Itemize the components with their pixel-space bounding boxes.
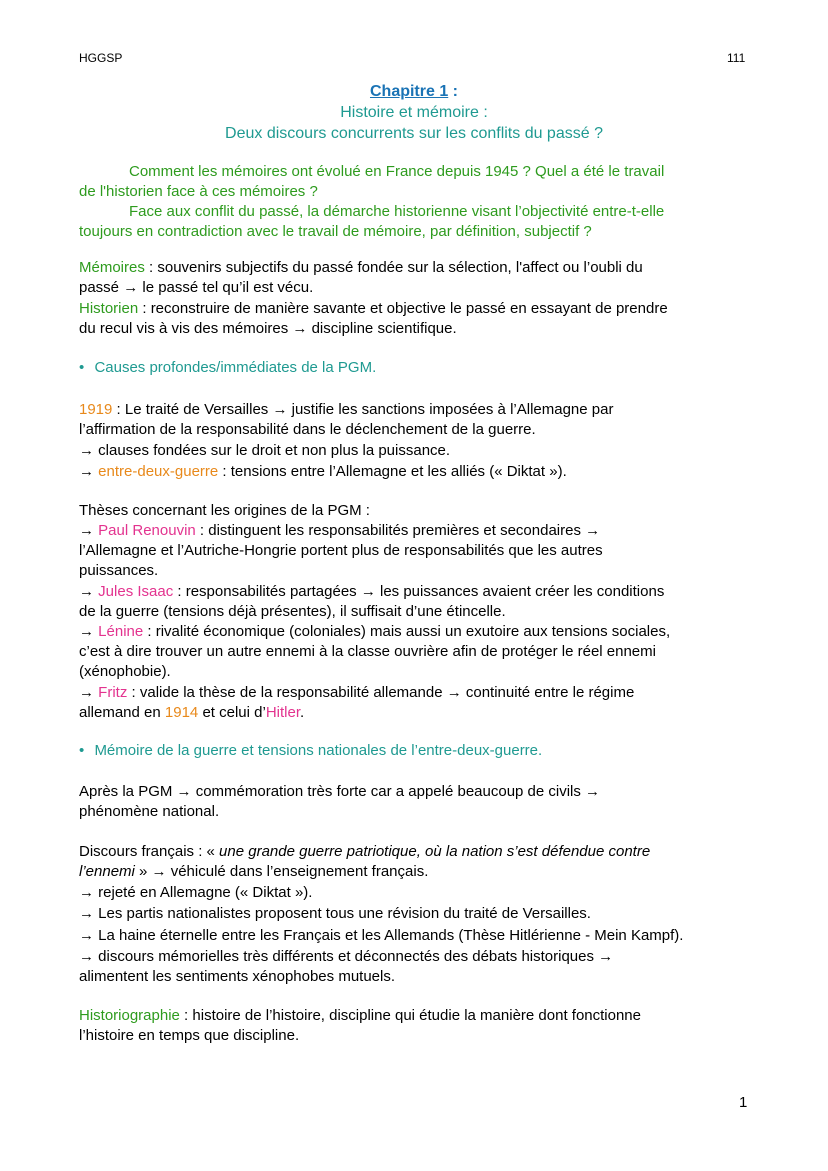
- header-left: HGGSP: [79, 51, 123, 65]
- thesis-fritz: → Fritz : valide la thèse de la responsabilité allemande → continuité entre le régime: [79, 684, 635, 701]
- text-line: l’Allemagne et l’Autriche-Hongrie portent plus de responsabilités que les autres: [79, 542, 603, 559]
- header-page-number: 111: [727, 51, 746, 65]
- text-line: l’histoire en temps que discipline.: [79, 1027, 300, 1044]
- term-memoires: Mémoires: [79, 259, 145, 276]
- definition-memoires: Mémoires : souvenirs subjectifs du passé fondée sur la sélection, l'affect ou l’oubli du: [79, 259, 643, 276]
- term-historien: Historien: [79, 300, 139, 317]
- definition-historien: Historien : reconstruire de manière savante et objective le passé en essayant de prendre: [79, 300, 668, 317]
- term-entre-deux-guerre: entre-deux-guerre: [98, 463, 219, 480]
- footer-page-number: 1: [739, 1094, 748, 1111]
- definition-line: du recul vis à vis des mémoires → discipline scientifique.: [79, 320, 457, 337]
- text-line: alimentent les sentiments xénophobes mutuels.: [79, 968, 396, 985]
- text-line: phénomène national.: [79, 803, 220, 820]
- text-line: → La haine éternelle entre les Français et les Allemands (Thèse Hitlérienne - Mein Kampf).: [79, 927, 684, 944]
- text-line: → entre-deux-guerre : tensions entre l’Allemagne et les alliés (« Diktat »).: [79, 463, 567, 480]
- text-line: allemand en 1914 et celui d’Hitler.: [79, 704, 305, 721]
- section-heading-causes: • Causes profondes/immédiates de la PGM.: [79, 359, 377, 376]
- text-line: l’affirmation de la responsabilité dans le déclenchement de la guerre.: [79, 421, 536, 438]
- theses-heading: Thèses concernant les origines de la PGM :: [79, 502, 370, 519]
- intro-line: Comment les mémoires ont évolué en France depuis 1945 ? Quel a été le travail: [129, 163, 665, 180]
- definition-historiographie: Historiographie : histoire de l’histoire, discipline qui étudie la manière dont fonctionne: [79, 1007, 641, 1024]
- term-historiographie: Historiographie: [79, 1007, 180, 1024]
- chapter-title-line2: Histoire et mémoire :: [340, 104, 488, 121]
- chapter-label: Chapitre 1: [369, 83, 449, 100]
- name-fritz: Fritz: [98, 684, 128, 701]
- discours-francais: Discours français : « une grande guerre patriotique, où la nation s’est défendue contre: [79, 843, 651, 860]
- thesis-isaac: → Jules Isaac : responsabilités partagées → les puissances avaient créer les conditions: [79, 583, 665, 600]
- definition-line: passé → le passé tel qu’il est vécu.: [79, 279, 314, 296]
- text-line: → rejeté en Allemagne (« Diktat »).: [79, 884, 313, 901]
- text-line: c’est à dire trouver un autre ennemi à la classe ouvrière afin de protéger le réel ennemi: [79, 643, 656, 660]
- paragraph-1919: 1919 : Le traité de Versailles → justifie les sanctions imposées à l’Allemagne par: [79, 401, 614, 418]
- text-line: → Les partis nationalistes proposent tous une révision du traité de Versailles.: [79, 905, 591, 922]
- chapter-title-line3: Deux discours concurrents sur les conflits du passé ?: [225, 125, 603, 142]
- text-line: → discours mémorielles très différents et déconnectés des débats historiques →: [79, 948, 614, 965]
- intro-line: Face aux conflit du passé, la démarche historienne visant l’objectivité entre-t-elle: [129, 203, 665, 220]
- chapter-title: [0, 81, 828, 144]
- name-isaac: Jules Isaac: [98, 583, 174, 600]
- text-line: puissances.: [79, 562, 159, 579]
- name-lenine: Lénine: [98, 623, 144, 640]
- year-1919: 1919: [79, 401, 113, 418]
- text-line: de la guerre (tensions déjà présentes), il suffisait d’une étincelle.: [79, 603, 506, 620]
- text-line: (xénophobie).: [79, 663, 171, 680]
- thesis-lenine: → Lénine : rivalité économique (coloniales) mais aussi un exutoire aux tensions sociales,: [79, 623, 671, 640]
- year-1914: 1914: [164, 704, 199, 721]
- section-heading-memoire: • Mémoire de la guerre et tensions nationales de l’entre-deux-guerre.: [79, 742, 543, 759]
- thesis-renouvin: → Paul Renouvin : distinguent les responsabilités premières et secondaires →: [79, 522, 601, 539]
- intro-line: toujours en contradiction avec le travail de mémoire, par définition, subjectif ?: [79, 223, 592, 240]
- text-line: → clauses fondées sur le droit et non plus la puissance.: [79, 442, 451, 459]
- name-hitler: Hitler: [265, 704, 301, 721]
- chapter-title-line1: Chapitre 1 :: [369, 83, 459, 100]
- name-renouvin: Paul Renouvin: [98, 522, 196, 539]
- text-line: l’ennemi » → véhiculé dans l’enseignement français.: [79, 863, 429, 880]
- intro-line: de l'historien face à ces mémoires ?: [79, 183, 318, 200]
- text-line: Après la PGM → commémoration très forte car a appelé beaucoup de civils →: [79, 783, 601, 800]
